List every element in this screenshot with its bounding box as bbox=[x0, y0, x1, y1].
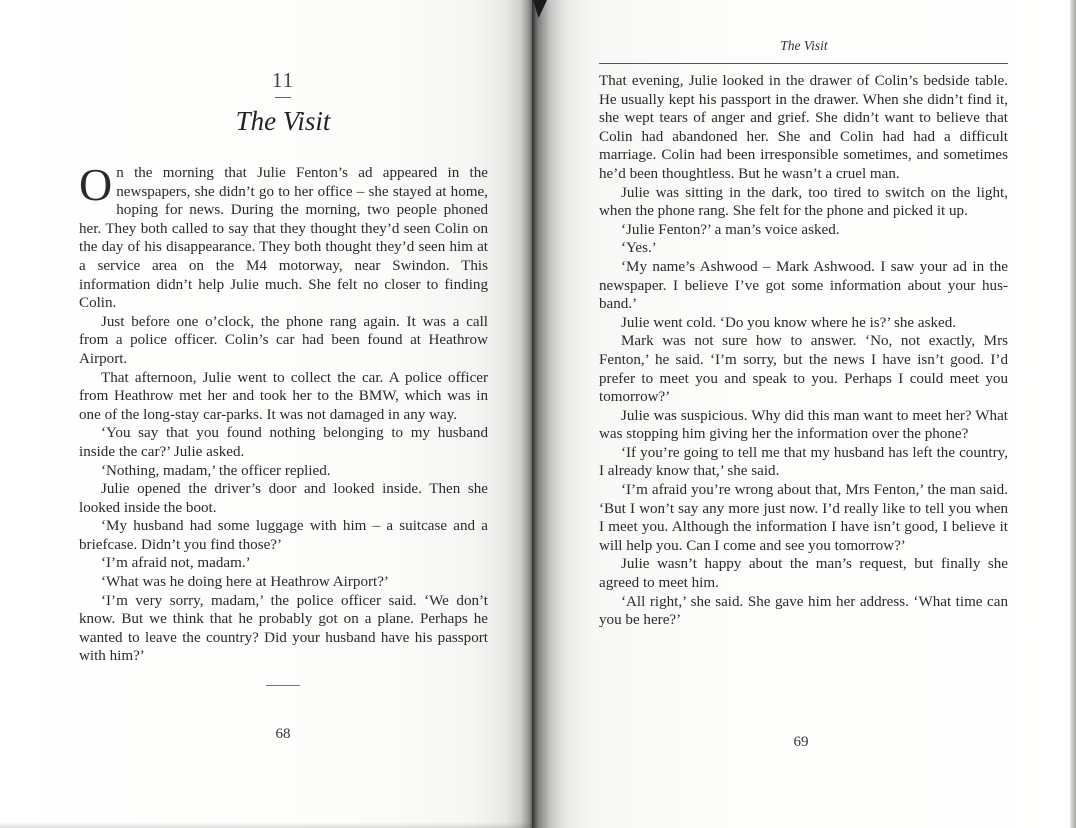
paragraph-text: n the morning that Julie Fenton’s ad appeared in the newspapers, she didn’t go to her office – she stayed at home, hoping for news. During the morning, two people phoned her. They both called to say that they thought they’d seen Colin on the day of his disappearance. They both thought they’d seen him at a service area on the M4 motorway, near Swindon. This information didn’t help Julie much. She felt no closer to finding Colin. bbox=[79, 165, 488, 312]
paragraph: Mark was not sure how to answer. ‘No, not exactly, Mrs Fenton,’ he said. ‘I’m sorry, but the news I have isn’t good. I’d prefer to meet you and speak to you. Perhaps I could meet you tomorrow?’ bbox=[599, 333, 1008, 406]
paragraph: ‘If you’re going to tell me that my husband has left the country, I already know that,’ she said. bbox=[599, 444, 1008, 480]
paragraph: ‘Julie Fenton?’ a man’s voice asked. bbox=[621, 221, 840, 238]
running-head: The Visit bbox=[780, 38, 828, 53]
paragraph: ‘I’m afraid not, madam.’ bbox=[101, 555, 251, 572]
page-number-right: 69 bbox=[793, 734, 809, 750]
paragraph: ‘I’m very sorry, madam,’ the police officer said. ‘We don’t know. But we think that he probably got on a plane. Perhaps he wanted to leave the country? Did your husband have his passport with him?’ bbox=[79, 592, 488, 665]
page-bottom-shadow bbox=[0, 822, 532, 828]
paragraph: ‘Nothing, madam,’ the officer replied. bbox=[101, 462, 331, 479]
left-page-body bbox=[79, 159, 488, 666]
drop-cap: O bbox=[79, 159, 113, 210]
paragraph: ‘Yes.’ bbox=[621, 240, 657, 257]
paragraph: ‘All right,’ she said. She gave him her address. ‘What time can you be here?’ bbox=[599, 593, 1008, 629]
paragraph: ‘My name’s Ashwood – Mark Ashwood. I saw your ad in the newspaper. I believe I’ve got some information about your husband.’ bbox=[599, 258, 1008, 313]
paragraph: Just before one o’clock, the phone rang again. It was a call from a police officer. Colin’s car had been found at Heathrow Airport. bbox=[79, 313, 488, 367]
paragraph: Julie went cold. ‘Do you know where he is?’ she asked. bbox=[621, 314, 957, 331]
chapter-title: The Visit bbox=[235, 106, 331, 136]
right-page-body bbox=[599, 72, 1008, 630]
paragraph: ‘What was he doing here at Heathrow Airport?’ bbox=[101, 574, 389, 591]
paragraph: Julie was sitting in the dark, too tired to switch on the light, when the phone rang. She felt for the phone and picked it up. bbox=[599, 184, 1008, 220]
page-edge bbox=[1070, 0, 1076, 828]
chapter-number: 11 bbox=[271, 68, 295, 92]
section-end-rule bbox=[266, 685, 300, 686]
paragraph: ‘I’m afraid you’re wrong about that, Mrs Fenton,’ the man said. ‘But I won’t say any more just now. I’d really like to tell you when I meet you. Although the information I have isn’t good, I believe it will help you. Can I come and see you tomorrow?’ bbox=[599, 482, 1008, 554]
paragraph: That afternoon, Julie went to collect the car. A police officer from Heathrow met her and took her to the BMW, which was in one of the long-stay car-parks. It was not damaged in any way. bbox=[79, 369, 488, 423]
paragraph: Julie wasn’t happy about the man’s request, but finally she agreed to meet him. bbox=[599, 556, 1008, 592]
paragraph: That evening, Julie looked in the drawer of Colin’s bedside table. He usually kept his passport in the drawer. When she didn’t find it, she wept tears of anger and grief. She didn’t want to believe that Colin had abandoned her. She and Colin had had a difficult marriage. Colin had been irresponsible sometimes, and sometimes he’d been thoughtless. But he wasn’t a cruel man. bbox=[599, 73, 1008, 182]
paragraph: Julie was suspicious. Why did this man want to meet her? What was stopping him giving her the information over the phone? bbox=[599, 407, 1008, 443]
paragraph: ‘My husband had some luggage with him – a suitcase and a briefcase. Didn’t you find those?’ bbox=[79, 518, 488, 553]
page-number-left: 68 bbox=[275, 726, 291, 742]
paragraph bbox=[79, 159, 488, 313]
running-head-rule bbox=[599, 63, 1008, 64]
chapter-number-underline bbox=[275, 97, 291, 98]
paragraph: ‘You say that you found nothing belonging to my husband inside the car?’ Julie asked. bbox=[79, 425, 488, 460]
paragraph: Julie opened the driver’s door and looked inside. Then she looked inside the boot. bbox=[79, 481, 488, 516]
